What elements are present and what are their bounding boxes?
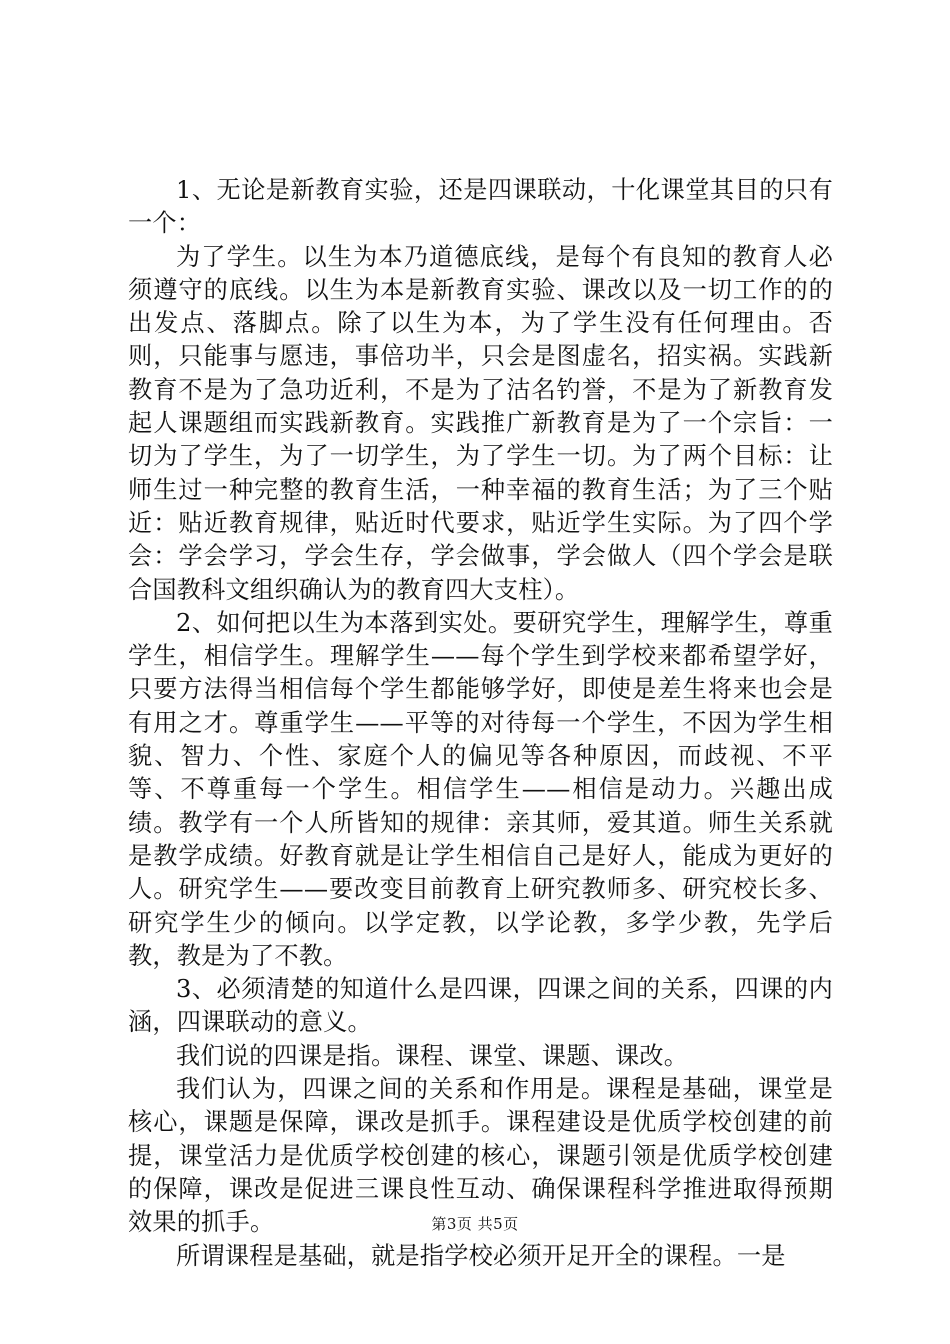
paragraph-7: 所谓课程是基础，就是指学校必须开足开全的课程。一是 [176,1241,786,1270]
paragraph-5: 我们说的四课是指。课程、课堂、课题、课改。 [176,1041,689,1070]
paragraph-6: 我们认为，四课之间的关系和作用是。课程是基础，课堂是核心，课题是保障，课改是抓手。课程建设是优质学校创建的前提，课堂活力是优质学校创建的核心，课题引领是优质学校创建的保障，课改是促进三课良性互动、确保课程科学推进取得预期效果的抓手。 [128,1075,833,1237]
paragraph-2: 为了学生。以生为本乃道德底线，是每个有良知的教育人必须遵守的底线。以生为本是新教育实验、课改以及一切工作的的出发点、落脚点。除了以生为本，为了学生没有任何理由。否则，只能事与愿违，事倍功半，只会是图虚名，招实祸。实践新教育不是为了急功近利，不是为了沽名钓誉，不是为了新教育发起人课题组而实践新教育。实践推广新教育是为了一个宗旨：一切为了学生，为了一切学生，为了学生一切。为了两个目标：让师生过一种完整的教育生活，一种幸福的教育生活；为了三个贴近：贴近教育规律，贴近时代要求，贴近学生实际。为了四个学会：学会学习，学会生存，学会做事，学会做人（四个学会是联合国教科文组织确认为的教育四大支柱）。 [128,242,833,604]
paragraph-4: 3、必须清楚的知道什么是四课，四课之间的关系，四课的内涵，四课联动的意义。 [128,975,833,1037]
paragraph-1: 1、无论是新教育实验，还是四课联动，十化课堂其目的只有一个： [128,176,833,238]
page-number-footer: 第3页 共5页 [431,1215,519,1233]
paragraph-3: 2、如何把以生为本落到实处。要研究学生，理解学生，尊重学生，相信学生。理解学生——每个学生到学校来都希望学好，只要方法得当相信每个学生都能够学好，即使是差生将来也会是有用之才。尊重学生——平等的对待每一个学生，不因为学生相貌、智力、个性、家庭个人的偏见等各种原因，而歧视、不平等、不尊重每一个学生。相信学生——相信是动力。兴趣出成绩。教学有一个人所皆知的规律：亲其师，爱其道。师生关系就是教学成绩。好教育就是让学生相信自己是好人，能成为更好的人。研究学生——要改变目前教育上研究教师多、研究校长多、研究学生少的倾向。以学定教，以学论教，多学少教，先学后教，教是为了不教。 [128,608,833,970]
body-text [128,174,833,1273]
